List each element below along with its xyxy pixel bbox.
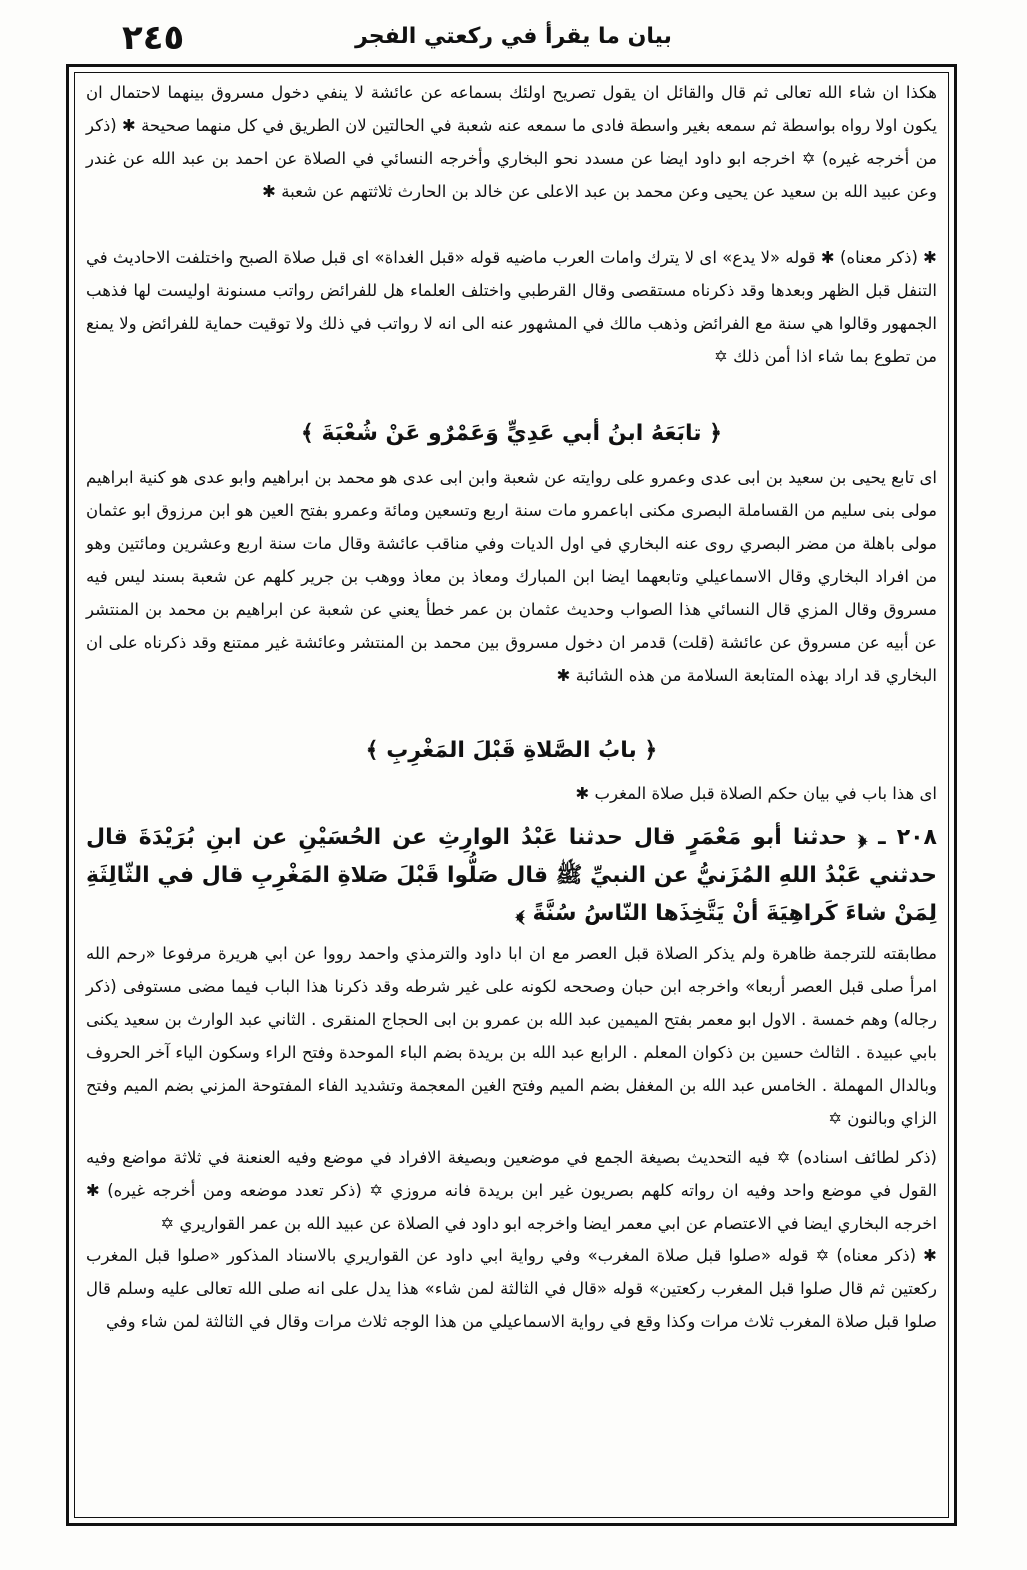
page-content xyxy=(86,76,937,1339)
paragraph-1: هكذا ان شاء الله تعالى ثم قال والقائل ان يقول تصريح اولئك بسماعه عن عائشة لا ينفي دخول مسروق بينهما لاحتمال ان يكون اولا رواه بواسطة ثم سمعه بغير واسطة فادى ما سمعه عنه شعبة في الحالتين لان الطريق في كل منهما صحيحة ✱ (ذكر من أخرجه غيره) ✡ اخرجه ابو داود ايضا عن مسدد نحو البخاري وأخرجه النسائي في الصلاة عن احمد بن عبد الله عن غندر وعن عبيد الله بن سعيد عن يحيى وعن محمد بن عبد الاعلى عن خالد بن الحارث ثلاثتهم عن شعبة ✱ xyxy=(86,83,937,201)
chapter-heading-bab: ﴿ بابُ الصَّلاةِ قَبْلَ المَغْرِبِ ﴾ xyxy=(365,738,658,763)
paragraph-rijal: مطابقته للترجمة ظاهرة ولم يذكر الصلاة قبل العصر مع ان ابا داود والترمذي واحمد رووا عن ابي هريرة مرفوعا «رحم الله امرأ صلى قبل العصر أربعا» واخرجه ابن حبان وصححه لكونه على غير شرطه وقد ذكرنا هذا الباب فيما مضى مستوفى (ذكر رجاله) وهم خمسة . الاول ابو معمر بفتح الميمين عبد الله بن عمرو بن ابى الحجاج المنقرى . الثاني عبد الوارث بن سعيد يكنى بابي عبيدة . الثالث حسين بن ذكوان المعلم . الرابع عبد الله بن بريدة بضم الباء الموحدة وفتح الراء وسكون الياء آخر الحروف وبالدال المهملة . الخامس عبد الله بن المغفل بضم الميم وفتح الغين المعجمة وتشديد الفاء المفتوحة المزني بضم الميم وفتح الزاي وبالنون ✡ xyxy=(86,944,937,1128)
hadith-text: ٢٠٨ ـ ﴿ حدثنا أبو مَعْمَرٍ قال حدثنا عَبْدُ الوارِثِ عن الحُسَيْنِ عن ابنِ بُرَيْدَةَ قال حدثني عَبْدُ اللهِ المُزَنيُّ عن النبيِّ ﷺ قال صَلُّوا قَبْلَ صَلاةِ المَغْرِبِ قال في الثّالِثَةِ لِمَنْ شاءَ كَراهِيَةَ أنْ يَتَّخِذَها النّاسُ سُنَّةً ﴾ xyxy=(86,825,937,926)
paragraph-manahu: ✱ (ذكر معناه) ✡ قوله «صلوا قبل صلاة المغرب» وفي رواية ابي داود عن القواريري بالاسناد المذكور «صلوا قبل المغرب ركعتين ثم قال صلوا قبل المغرب ركعتين» قوله «قال في الثالثة لمن شاء» هذا يدل على انه صلى الله تعالى عليه وسلم قال صلوا قبل صلاة المغرب ثلاث مرات وكذا وقع في رواية الاسماعيلي من هذا الوجه ثلاث مرات وقال في الثالثة لمن شاء وفي xyxy=(86,1246,937,1331)
chapter-description: اى هذا باب في بيان حكم الصلاة قبل صلاة المغرب ✱ xyxy=(575,784,937,803)
paragraph-lataif-isnad: (ذكر لطائف اسناده) ✡ فيه التحديث بصيغة الجمع في موضعين وبصيغة الافراد في موضع وفيه العنعنة في ثلاثة مواضع وفيه القول في موضع واحد وفيه ان رواته كلهم بصريون غير ابن بريدة فانه مروزي ✡ (ذكر تعدد موضعه ومن أخرجه غيره) ✱ اخرجه البخاري ايضا في الاعتصام عن ابي معمر ايضا واخرجه ابو داود في الصلاة عن عبيد الله بن عمر القواريري ✡ xyxy=(86,1148,937,1233)
paragraph-mutabaa-commentary: اى تابع يحيى بن سعيد بن ابى عدى وعمرو على روايته عن شعبة وابن ابى عدى هو محمد بن ابراهيم وابو عدى هو كنية ابراهيم مولى بنى سليم من القساملة البصرى مكنى اباعمرو مات سنة اربع وتسعين ومائة وعمرو بفتح العين هو ابن مرزوق ابو عثمان مولى باهلة من مضر البصري روى عنه البخاري في اول الديات وفي مناقب عائشة وقال مات سنة اربع وعشرين ومائتين وهو من افراد البخاري وقال الاسماعيلي وتابعهما ايضا ابن المبارك ومعاذ بن معاذ ووهب بن جرير كلهم عن شعبة بسند ليس فيه مسروق وقال المزي قال النسائي هذا الصواب وحديث عثمان بن عمر خطأ يعني عن شعبة عن ابراهيم بن محمد بن المنتشر عن أبيه عن مسروق عن عائشة (قلت) قدمر ان دخول مسروق بين محمد بن المنتشر وعائشة غير ممتنع وقد ذكرناه على ان البخاري قد اراد بهذه المتابعة السلامة من هذه الشائبة ✱ xyxy=(86,468,937,685)
page-number: ٢٤٥ xyxy=(122,18,185,58)
running-title: بيان ما يقرأ في ركعتي الفجر xyxy=(355,24,672,49)
page-header xyxy=(60,18,967,68)
paragraph-dhikr-manahu: ✱ (ذكر معناه) ✱ قوله «لا يدع» اى لا يترك وامات العرب ماضيه قوله «قبل الغداة» اى قبل صلاة الصبح واختلفت الاحاديث في التنفل قبل الظهر وبعدها وقد ذكرناه مستقصى وقال القرطبي واختلف العلماء هل للفرائض رواتب مسنونة اوليست لها فذهب الجمهور وقالوا هي سنة مع الفرائض وذهب مالك في المشهور عنه الى انه لا رواتب في ذلك ولا توقيت حماية للفرائض ولا يمنع من تطوع بما شاء اذا أمن ذلك ✡ xyxy=(86,248,937,366)
section-heading-mutabaa: ﴿ تابَعَهُ ابنُ أبي عَدِيٍّ وَعَمْرٌو عَنْ شُعْبَةَ ﴾ xyxy=(300,421,723,446)
